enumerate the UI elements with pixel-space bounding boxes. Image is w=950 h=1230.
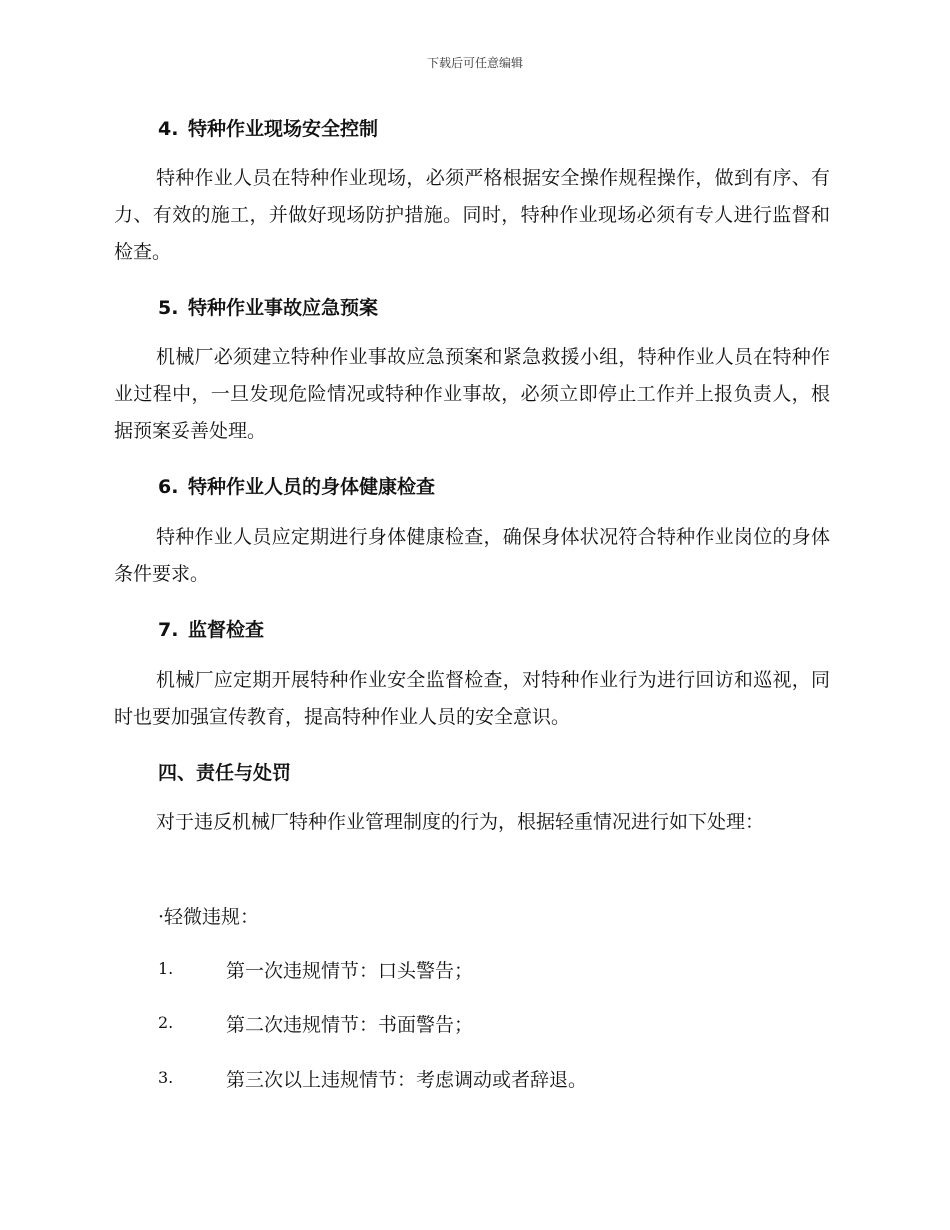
- chapter-body: 对于违反机械厂特种作业管理制度的行为，根据轻重情况进行如下处理：: [156, 811, 765, 833]
- section-number: 6.: [158, 476, 179, 498]
- section-number: 4.: [158, 118, 179, 140]
- section-body-4: 特种作业人员在特种作业现场，必须严格根据安全操作规程操作，做到有序、有力、有效的施工，并做好现场防护措施。同时，特种作业现场必须有专人进行监督和检查。: [114, 167, 830, 263]
- list-item-number: 1.: [158, 959, 174, 978]
- section-number: 5.: [158, 297, 179, 319]
- section-title: 特种作业人员的身体健康检查: [188, 476, 436, 498]
- page-header: 下载后可任意编辑: [426, 56, 523, 70]
- list-item-text: 第一次违规情节：口头警告；: [226, 960, 474, 982]
- section-heading-5: [158, 293, 378, 320]
- minor-violation-label: ·轻微违规：: [158, 906, 260, 928]
- section-title: 特种作业现场安全控制: [188, 118, 379, 140]
- chapter-heading: 四、责任与处罚: [158, 762, 292, 784]
- section-heading-4: [158, 114, 378, 141]
- section-number: 7.: [158, 619, 179, 641]
- list-item-number: 3.: [158, 1068, 174, 1087]
- list-item-number: 2.: [158, 1013, 174, 1032]
- section-title: 监督检查: [188, 619, 265, 641]
- section-heading-7: [158, 615, 264, 642]
- section-body-7: 机械厂应定期开展特种作业安全监督检查，对特种作业行为进行回访和巡视，同时也要加强宣传教育，提高特种作业人员的安全意识。: [114, 669, 830, 728]
- section-heading-6: [158, 472, 435, 499]
- section-body-5: 机械厂必须建立特种作业事故应急预案和紧急救援小组，特种作业人员在特种作业过程中，一旦发现危险情况或特种作业事故，必须立即停止工作并上报负责人，根据预案妥善处理。: [114, 346, 830, 442]
- list-item-text: 第三次以上违规情节：考虑调动或者辞退。: [226, 1069, 588, 1091]
- section-title: 特种作业事故应急预案: [188, 297, 379, 319]
- list-item-text: 第二次违规情节：书面警告；: [226, 1014, 474, 1036]
- section-body-6: 特种作业人员应定期进行身体健康检查，确保身体状况符合特种作业岗位的身体条件要求。: [114, 526, 830, 585]
